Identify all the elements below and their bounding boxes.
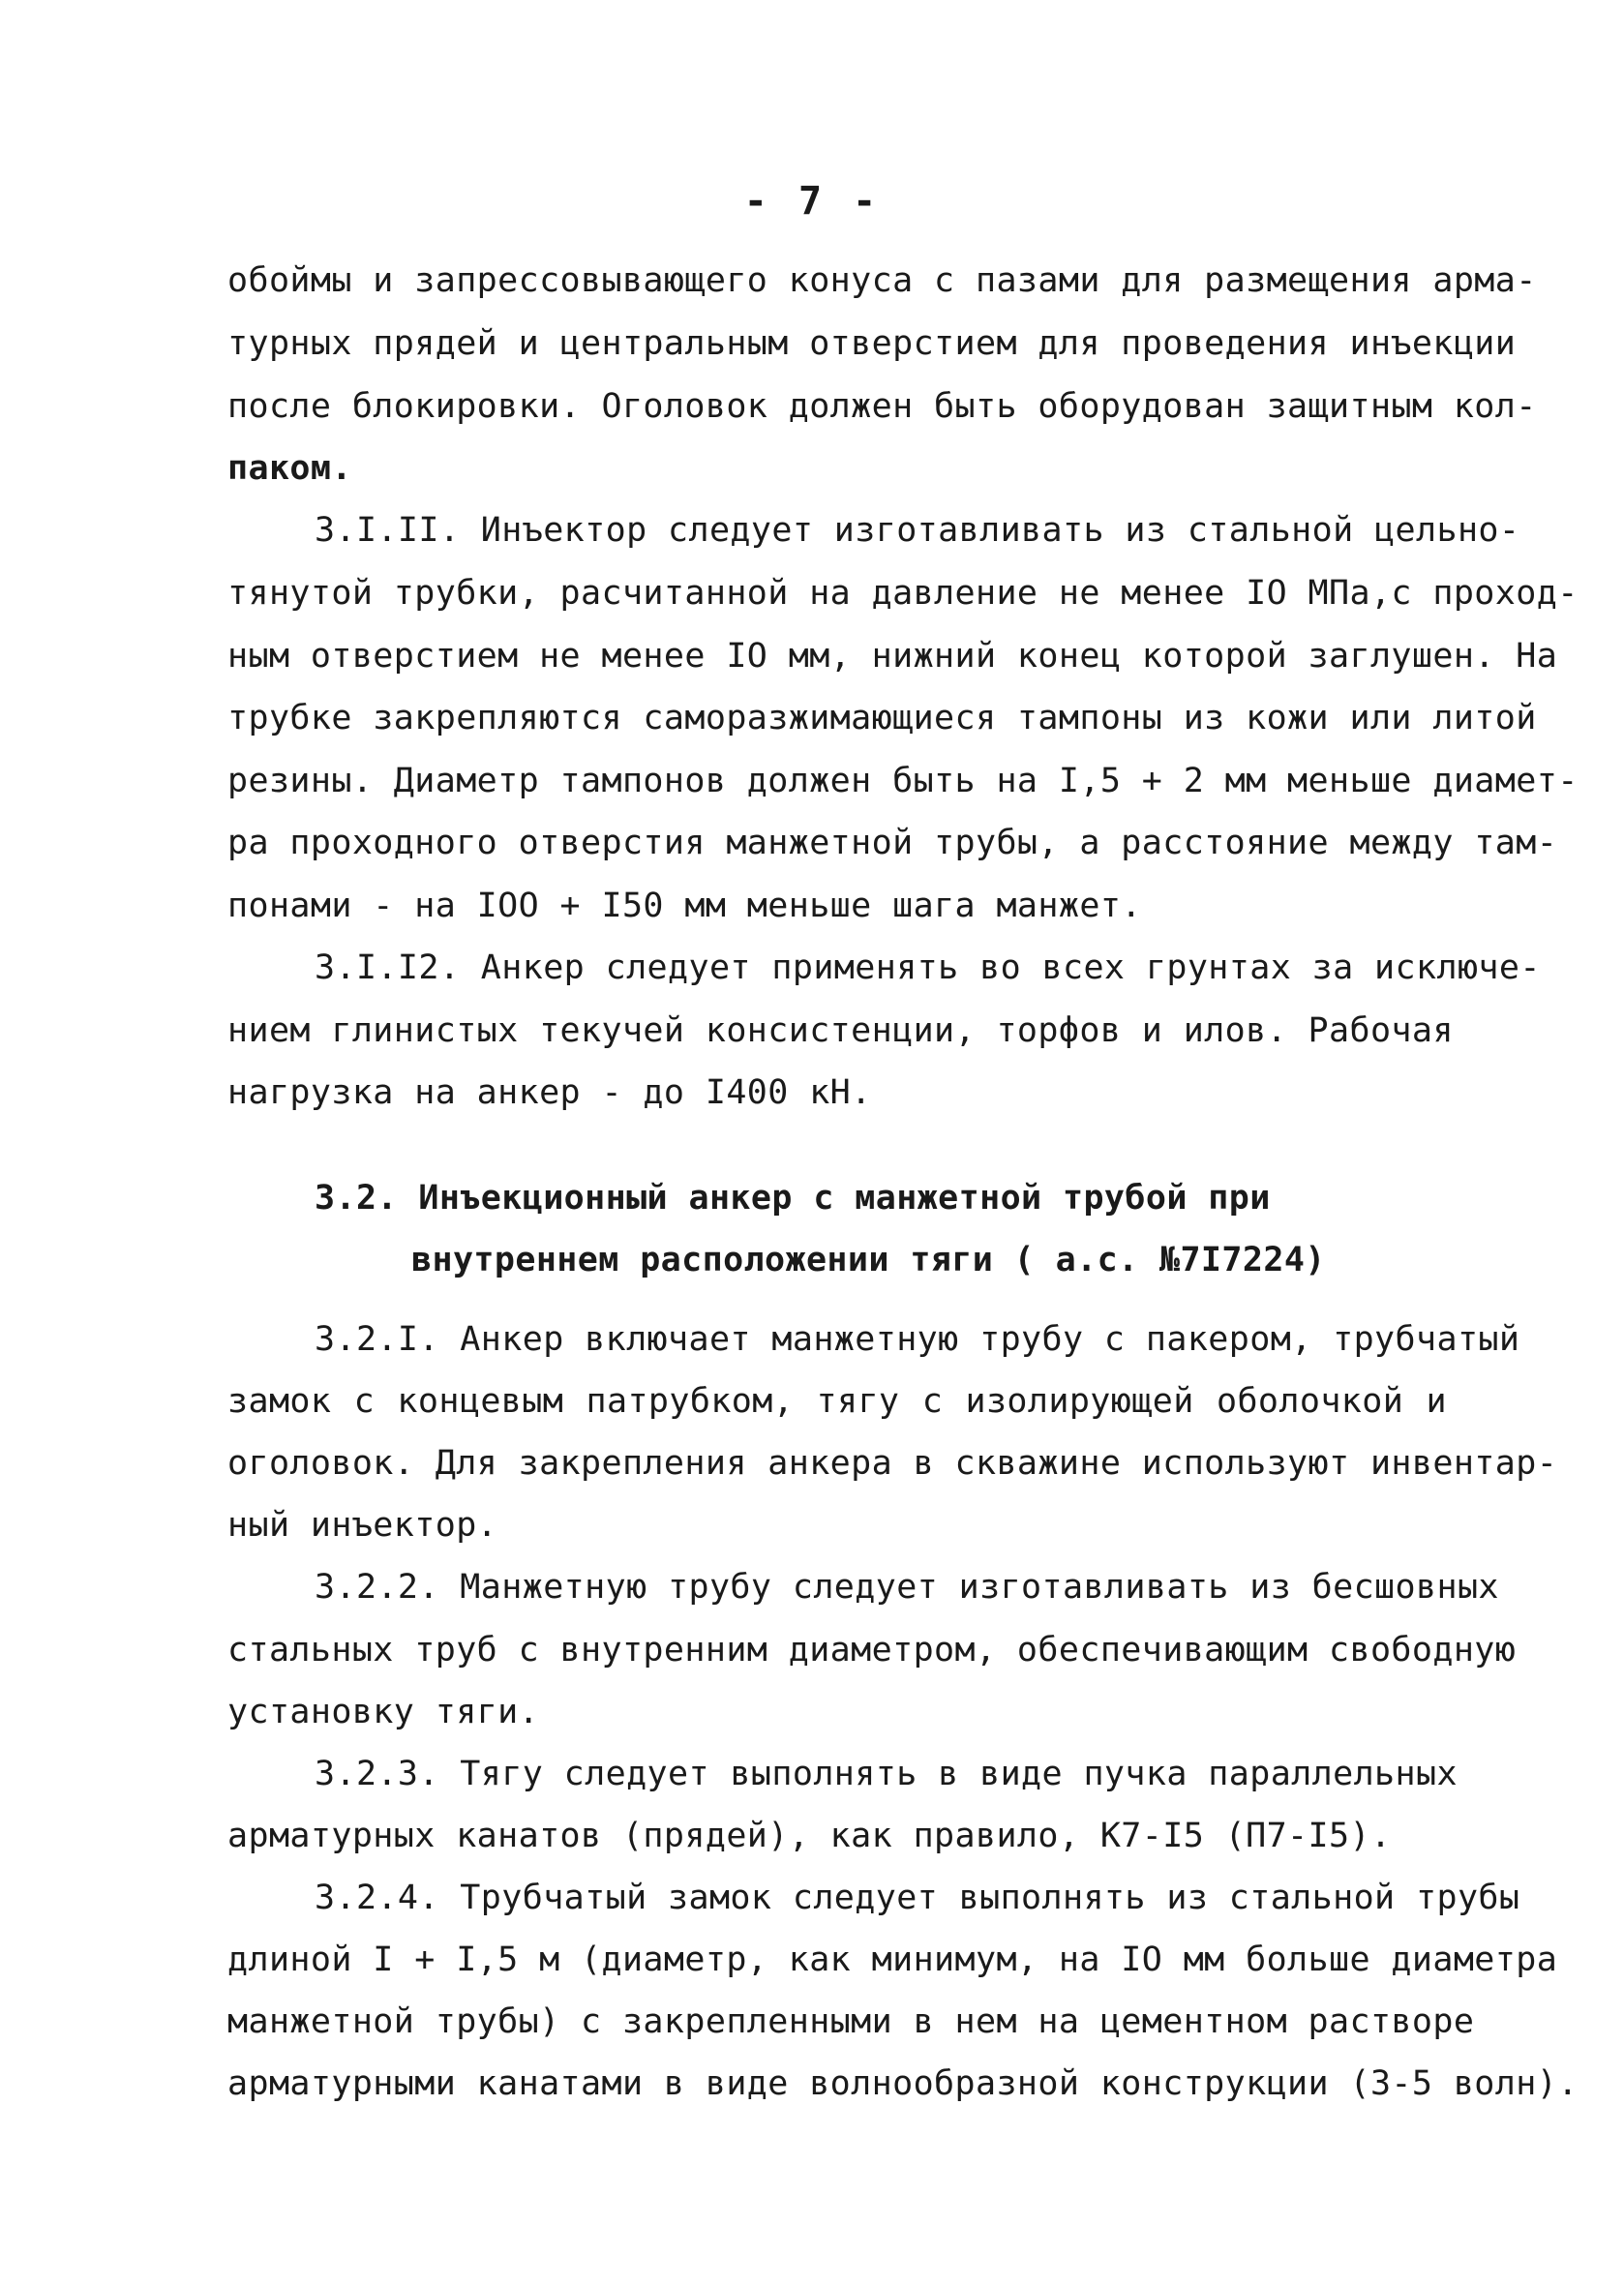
text-line: оголовок. Для закрепления анкера в скважине используют инвентар-	[227, 1444, 1558, 1483]
text-line: замок с концевым патрубком, тягу с изолирующей оболочкой и	[227, 1382, 1447, 1421]
text-line: 3.I.I2. Анкер следует применять во всех грунтах за исключе-	[315, 948, 1541, 987]
text-line: паком.	[227, 449, 352, 488]
page-number: - 7 -	[743, 179, 881, 224]
text-line: понами - на IOO + I50 мм меньше шага манжет.	[227, 887, 1142, 925]
text-line: тянутой трубки, расчитанной на давление не менее IO МПа,с проход-	[227, 574, 1579, 613]
text-line: ным отверстием не менее IO мм, нижний конец которой заглушен. На	[227, 637, 1558, 676]
text-line: арматурных канатов (прядей), как правило, К7-I5 (П7-I5).	[227, 1817, 1392, 1855]
text-line: турных прядей и центральным отверстием для проведения инъекции	[227, 324, 1517, 363]
text-line: установку тяги.	[227, 1693, 540, 1731]
text-line: 3.2.3. Тягу следует выполнять в виде пучка параллельных	[315, 1755, 1458, 1793]
text-line: стальных труб с внутренним диаметром, обеспечивающим свободную	[227, 1631, 1517, 1669]
section-heading: 3.2. Инъекционный анкер с манжетной трубой при	[315, 1179, 1271, 1218]
text-line: арматурными канатами в виде волнообразной конструкции (3-5 волн).	[227, 2064, 1579, 2103]
text-line: трубке закрепляются саморазжимающиеся тампоны из кожи или литой	[227, 699, 1537, 737]
text-line: обоймы и запрессовывающего конуса с пазами для размещения арма-	[227, 261, 1537, 300]
text-line: резины. Диаметр тампонов должен быть на I,5 + 2 мм меньше диамет-	[227, 762, 1579, 800]
text-line: ра проходного отверстия манжетной трубы, а расстояние между там-	[227, 824, 1558, 862]
text-line: нагрузка на анкер - до I400 кН.	[227, 1073, 872, 1112]
text-line: ный инъектор.	[227, 1506, 498, 1545]
text-line: нием глинистых текучей консистенции, торфов и илов. Рабочая	[227, 1011, 1454, 1050]
text-line: 3.2.I. Анкер включает манжетную трубу с пакером, трубчатый	[315, 1320, 1520, 1359]
text-line: 3.2.2. Манжетную трубу следует изготавливать из бесшовных	[315, 1568, 1499, 1607]
text-line: длиной I + I,5 м (диаметр, как минимум, на IO мм больше диаметра	[227, 1940, 1558, 1979]
text-line: после блокировки. Оголовок должен быть оборудован защитным кол-	[227, 387, 1537, 426]
text-line: 3.2.4. Трубчатый замок следует выполнять из стальной трубы	[315, 1879, 1520, 1917]
text-line: манжетной трубы) с закрепленными в нем на цементном растворе	[227, 2002, 1475, 2041]
text-line: 3.I.II. Инъектор следует изготавливать из стальной цельно-	[315, 511, 1520, 550]
section-heading: внутреннем расположении тяги ( а.с. №7I7224)	[411, 1241, 1326, 1279]
